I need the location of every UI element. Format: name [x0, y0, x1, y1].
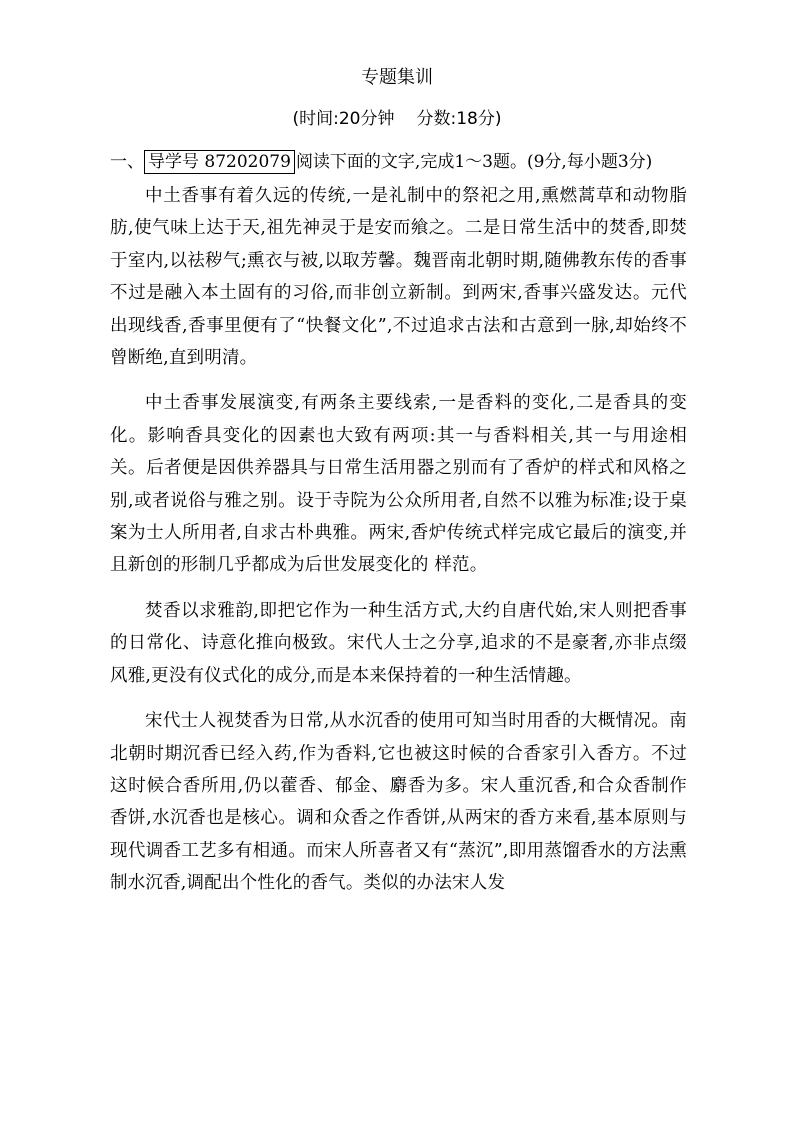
score-label: 分数:18分): [416, 109, 502, 129]
time-label: (时间:20分钟: [292, 109, 395, 129]
paragraph-4: 宋代士人视焚香为日常,从水沉香的使用可知当时用香的大概情况。南北朝时期沉香已经入药,作为香料,它也被这时候的合香家引入香方。不过这时候合香所用,仍以藿香、郁金、麝香为多。宋人重沉香,和合众香制作香饼,水沉香也是核心。调和众香之作香饼,从两宋的香方来看,基本原则与现代调香工艺多有相通。而宋人所喜者又有“蒸沉”,即用蒸馏香水的方法熏制水沉香,调配出个性化的香气。类似的办法宋人发: [110, 711, 687, 894]
section-number: 一、: [110, 152, 144, 172]
page-title: 专题集训: [361, 67, 433, 88]
paragraph-3: 焚香以求雅韵,即把它作为一种生活方式,大约自唐代始,宋人则把香事的日常化、诗意化推向极致。宋代人士之分享,追求的不是豪奢,亦非点缀风雅,更没有仪式化的成分,而是本来保持着的一种生活情趣。: [110, 600, 687, 686]
section-instruction: 阅读下面的文字,完成1～3题。(9分,每小题3分): [295, 152, 653, 172]
paragraph-1: 中土香事有着久远的传统,一是礼制中的祭祀之用,熏燃蒿草和动物脂肪,使气味上达于天,祖先神灵于是安而飨之。二是日常生活中的焚香,即焚于室内,以祛秽气;熏衣与被,以取芳馨。魏晋南北朝时期,随佛教东传的香事不过是融入本土固有的习俗,而非创立新制。到两宋,香事兴盛发达。元代出现线香,香事里便有了“快餐文化”,不过追求古法和古意到一脉,却始终不曾断绝,直到明清。: [110, 186, 687, 369]
reading-passage: [110, 180, 687, 913]
time-score-line: [0, 107, 794, 131]
guide-number-box[interactable]: 导学号 87202079: [144, 150, 295, 174]
paragraph-2: 中土香事发展演变,有两条主要线索,一是香料的变化,二是香具的变化。影响香具变化的因素也大致有两项:其一与香料相关,其一与用途相关。后者便是因供养器具与日常生活用器之别而有了香炉的样式和风格之别,或者说俗与雅之别。设于寺院为公众所用者,自然不以雅为标准;设于桌案为士人所用者,自求古朴典雅。两宋,香炉传统式样完成它最后的演变,并且新创的形制几乎都成为后世发展变化的 样范。: [110, 393, 687, 576]
section-heading: [110, 149, 710, 175]
